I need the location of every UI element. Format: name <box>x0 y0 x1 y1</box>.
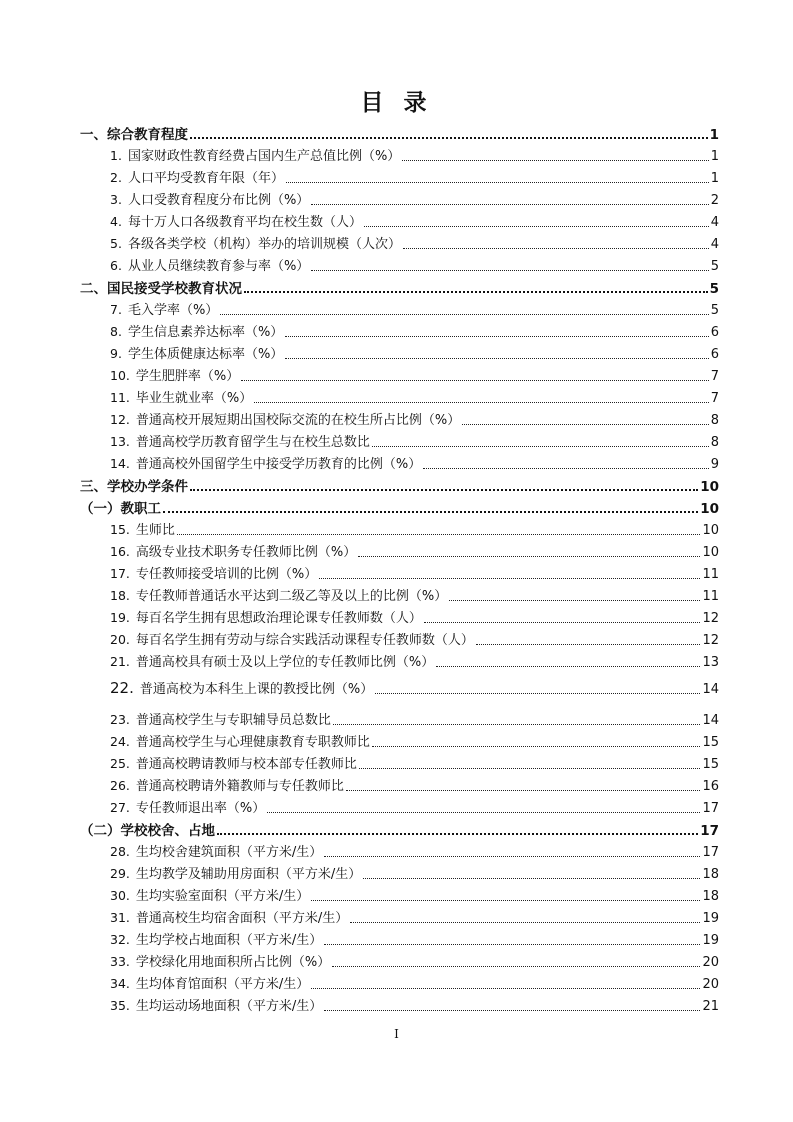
toc-entry <box>0 474 719 496</box>
toc-entry-page: 14 <box>702 682 719 697</box>
toc-entry-title <box>80 500 161 518</box>
toc-entry <box>0 818 719 840</box>
toc-entry-label: 高级专业技术职务专任教师比例（%） <box>135 545 357 560</box>
dot-leader <box>476 644 701 645</box>
toc-entry-title <box>110 257 309 276</box>
toc-entry-title <box>110 565 317 584</box>
toc-entry <box>0 906 719 928</box>
toc-entry <box>0 774 719 796</box>
toc-entry-page: 13 <box>702 655 719 670</box>
toc-entry <box>0 730 719 752</box>
toc-entry-label: （二）学校校舍、占地 <box>80 823 215 839</box>
toc-entry-title <box>110 587 447 606</box>
toc-entry-label: 毛入学率（%） <box>127 303 219 318</box>
toc-entry-number: 4. <box>110 214 122 229</box>
toc-entry <box>0 628 719 650</box>
toc-entry-label: 普通高校聘请外籍教师与专任教师比 <box>135 779 344 794</box>
toc-entry-title <box>110 433 370 452</box>
toc-entry-title <box>110 455 421 474</box>
toc-entry-page: 4 <box>710 237 719 252</box>
toc-entry-title <box>80 126 188 144</box>
toc-entry <box>0 364 719 386</box>
toc-entry-page: 4 <box>710 215 719 230</box>
toc-entry-label: 生均校舍建筑面积（平方米/生） <box>135 845 323 860</box>
toc-entry-page: 10 <box>702 545 719 560</box>
toc-entry-number: 18. <box>110 588 130 603</box>
toc-entry-label: 普通高校外国留学生中接受学历教育的比例（%） <box>135 457 422 472</box>
dot-leader <box>190 137 708 139</box>
dot-leader <box>163 511 698 513</box>
toc-entry-number: 6. <box>110 258 122 273</box>
dot-leader <box>217 833 698 835</box>
dot-leader <box>372 446 709 447</box>
toc-entry-title <box>110 777 344 796</box>
toc-entry-page: 17 <box>702 801 719 816</box>
page-title: 目 录 <box>360 90 433 116</box>
toc-entry <box>0 254 719 276</box>
dot-leader <box>372 746 701 747</box>
toc-entry-title <box>110 191 309 210</box>
dot-leader <box>346 790 701 791</box>
toc-entry <box>0 950 719 972</box>
toc-entry-page: 1 <box>710 171 719 186</box>
toc-entry <box>0 408 719 430</box>
toc-entry-title <box>110 909 348 928</box>
toc-entry-number: 25. <box>110 756 130 771</box>
toc-entry-title <box>110 323 283 342</box>
dot-leader <box>423 468 708 469</box>
toc-entry-label: 普通高校聘请教师与校本部专任教师比 <box>135 757 357 772</box>
toc-entry <box>0 884 719 906</box>
toc-entry-page: 5 <box>709 281 719 297</box>
toc-entry-page: 9 <box>710 457 719 472</box>
dot-leader <box>311 988 700 989</box>
toc-entry-page: 16 <box>702 779 719 794</box>
toc-entry <box>0 650 719 672</box>
toc-entry-title <box>110 301 218 320</box>
toc-entry-number: 27. <box>110 800 130 815</box>
toc-entry-page: 10 <box>700 479 719 495</box>
toc-entry-number: 14. <box>110 456 130 471</box>
toc-entry-number: 24. <box>110 734 130 749</box>
toc-entry-page: 5 <box>710 259 719 274</box>
toc-entry <box>0 276 719 298</box>
dot-leader <box>375 693 700 694</box>
toc-entry <box>0 496 719 518</box>
toc-entry-label: 学生体质健康达标率（%） <box>127 347 284 362</box>
toc-entry-number: 12. <box>110 412 130 427</box>
toc-entry-title <box>110 147 400 166</box>
toc-entry <box>0 144 719 166</box>
toc-entry-label: 国家财政性教育经费占国内生产总值比例（%） <box>127 149 401 164</box>
toc-entry-title <box>110 411 460 430</box>
dot-leader <box>350 922 700 923</box>
toc-entry <box>0 386 719 408</box>
toc-entry <box>0 677 719 699</box>
toc-entry-title <box>80 478 188 496</box>
toc-entry-number: 23. <box>110 712 130 727</box>
toc-entry-number: 11. <box>110 390 130 405</box>
toc-entry <box>0 584 719 606</box>
toc-entry <box>0 188 719 210</box>
toc-entry <box>0 430 719 452</box>
toc-entry-title <box>110 169 284 188</box>
toc-entry-label: 二、国民接受学校教育状况 <box>80 281 242 297</box>
toc-entry-number: 22. <box>110 679 134 697</box>
toc-entry-label: 生均运动场地面积（平方米/生） <box>135 999 323 1014</box>
toc-entry-page: 18 <box>702 867 719 882</box>
dot-leader <box>358 556 700 557</box>
toc-entry <box>0 752 719 774</box>
toc-entry-page: 2 <box>710 193 719 208</box>
toc-entry-title <box>110 953 330 972</box>
toc-entry <box>0 122 719 144</box>
toc-entry <box>0 518 719 540</box>
toc-entry <box>0 166 719 188</box>
toc-entry-label: 普通高校学生与心理健康教育专职教师比 <box>135 735 370 750</box>
toc-entry-number: 26. <box>110 778 130 793</box>
toc-entry-label: 三、学校办学条件 <box>80 479 188 495</box>
toc-entry-label: 专任教师普通话水平达到二级乙等及以上的比例（%） <box>135 589 448 604</box>
toc-entry-number: 8. <box>110 324 122 339</box>
toc-entry-number: 30. <box>110 888 130 903</box>
dot-leader <box>267 812 700 813</box>
dot-leader <box>324 856 700 857</box>
dot-leader <box>311 204 708 205</box>
dot-leader <box>190 489 698 491</box>
dot-leader <box>177 534 701 535</box>
toc-entry-page: 12 <box>702 633 719 648</box>
toc-entry <box>0 606 719 628</box>
toc-entry-label: （一）教职工 <box>80 501 161 517</box>
toc-entry <box>0 708 719 730</box>
toc-entry-number: 13. <box>110 434 130 449</box>
dot-leader <box>332 966 700 967</box>
toc-entry-page: 1 <box>710 149 719 164</box>
toc-entry-number: 20. <box>110 632 130 647</box>
toc-entry-page: 5 <box>710 303 719 318</box>
toc-entry-page: 21 <box>702 999 719 1014</box>
dot-leader <box>436 666 700 667</box>
toc-entry-number: 35. <box>110 998 130 1013</box>
toc-entry <box>0 562 719 584</box>
toc-entry-number: 5. <box>110 236 122 251</box>
toc-entry-title <box>110 345 283 364</box>
toc-entry-title <box>110 843 322 862</box>
dot-leader <box>311 270 708 271</box>
dot-leader <box>241 380 708 381</box>
dot-leader <box>359 768 701 769</box>
toc-entry-label: 毕业生就业率（%） <box>135 391 253 406</box>
toc-entry-page: 19 <box>702 911 719 926</box>
toc-entry-label: 普通高校开展短期出国校际交流的在校生所占比例（%） <box>135 413 461 428</box>
toc-entry-number: 1. <box>110 148 122 163</box>
dot-leader <box>333 724 701 725</box>
toc-entry-title <box>110 653 434 672</box>
toc-entry-title <box>110 997 322 1016</box>
toc-entry <box>0 540 719 562</box>
toc-entry-page: 10 <box>700 501 719 517</box>
toc-entry <box>0 972 719 994</box>
toc-entry-label: 从业人员继续教育参与率（%） <box>127 259 310 274</box>
toc-entry-label: 普通高校为本科生上课的教授比例（%） <box>139 682 374 697</box>
toc-entry-title <box>110 631 474 650</box>
toc-entry <box>0 320 719 342</box>
toc-entry-label: 普通高校具有硕士及以上学位的专任教师比例（%） <box>135 655 435 670</box>
toc-entry-label: 学生肥胖率（%） <box>135 369 240 384</box>
toc-entry-number: 19. <box>110 610 130 625</box>
toc-entry-label: 每十万人口各级教育平均在校生数（人） <box>127 215 362 230</box>
toc-entry-title <box>110 543 356 562</box>
toc-entry-title <box>110 887 309 906</box>
toc-entry-number: 21. <box>110 654 130 669</box>
toc-entry-title <box>80 822 215 840</box>
toc-entry-title <box>80 280 242 298</box>
toc-entry-title <box>110 931 322 950</box>
dot-leader <box>254 402 708 403</box>
toc-entry-title <box>110 389 252 408</box>
dot-leader <box>324 1010 700 1011</box>
dot-leader <box>285 358 708 359</box>
toc-entry-page: 17 <box>702 845 719 860</box>
toc-entry-title <box>110 755 357 774</box>
toc-entry-page: 20 <box>702 977 719 992</box>
toc-entry-number: 3. <box>110 192 122 207</box>
dot-leader <box>324 944 700 945</box>
toc-entry-label: 生均体育馆面积（平方米/生） <box>135 977 310 992</box>
toc-entry-page: 15 <box>702 757 719 772</box>
toc-entry-label: 普通高校生均宿舍面积（平方米/生） <box>135 911 349 926</box>
toc-entry-number: 31. <box>110 910 130 925</box>
dot-leader <box>311 900 700 901</box>
toc-entry-number: 2. <box>110 170 122 185</box>
toc-entry-label: 生师比 <box>135 523 175 538</box>
toc-entry-page: 6 <box>710 347 719 362</box>
toc-entry-page: 14 <box>702 713 719 728</box>
toc-entry <box>0 994 719 1016</box>
toc-entry-page: 1 <box>709 127 719 143</box>
toc-entry-title <box>110 679 373 699</box>
toc-entry-label: 人口受教育程度分布比例（%） <box>127 193 310 208</box>
toc-entry <box>0 210 719 232</box>
toc-entry-title <box>110 865 361 884</box>
toc-entry-title <box>110 521 175 540</box>
toc-entry <box>0 840 719 862</box>
toc-entry-label: 每百名学生拥有思想政治理论课专任教师数（人） <box>135 611 422 626</box>
toc-entry-number: 10. <box>110 368 130 383</box>
dot-leader <box>364 226 709 227</box>
toc-entry <box>0 796 719 818</box>
dot-leader <box>286 182 709 183</box>
toc-entry-label: 学生信息素养达标率（%） <box>127 325 284 340</box>
dot-leader <box>363 878 700 879</box>
toc-entry <box>0 232 719 254</box>
toc-entry-title <box>110 609 422 628</box>
toc-entry-label: 生均学校占地面积（平方米/生） <box>135 933 323 948</box>
toc-entry-title <box>110 711 331 730</box>
toc-entry-number: 29. <box>110 866 130 881</box>
dot-leader <box>462 424 708 425</box>
toc-entry <box>0 298 719 320</box>
toc-entry-page: 8 <box>710 413 719 428</box>
toc-entry <box>0 342 719 364</box>
toc-entry-number: 15. <box>110 522 130 537</box>
toc-entry-page: 19 <box>702 933 719 948</box>
toc-entry-number: 28. <box>110 844 130 859</box>
toc-entry-number: 32. <box>110 932 130 947</box>
dot-leader <box>285 336 708 337</box>
toc-entry-page: 6 <box>710 325 719 340</box>
toc-entry-label: 专任教师接受培训的比例（%） <box>135 567 318 582</box>
dot-leader <box>449 600 700 601</box>
dot-leader <box>244 291 708 293</box>
toc-entry-number: 34. <box>110 976 130 991</box>
toc-entry-label: 各级各类学校（机构）举办的培训规模（人次） <box>127 237 401 252</box>
toc-entry-page: 18 <box>702 889 719 904</box>
page-number-footer: I <box>394 1027 399 1041</box>
toc-entry-page: 10 <box>702 523 719 538</box>
toc-entry-label: 学校绿化用地面积所占比例（%） <box>135 955 331 970</box>
toc-entry-label: 人口平均受教育年限（年） <box>127 171 284 186</box>
toc-entry-title <box>110 975 309 994</box>
toc-entry-label: 普通高校学历教育留学生与在校生总数比 <box>135 435 370 450</box>
toc-entry-number: 7. <box>110 302 122 317</box>
toc-entry-title <box>110 213 362 232</box>
toc-entry-label: 一、综合教育程度 <box>80 127 188 143</box>
toc-entry-title <box>110 799 265 818</box>
toc-entry-page: 11 <box>702 567 719 582</box>
dot-leader <box>220 314 708 315</box>
toc-entry-title <box>110 235 401 254</box>
toc-entry-page: 7 <box>710 391 719 406</box>
toc-entry-title <box>110 733 370 752</box>
toc-entry-page: 20 <box>702 955 719 970</box>
toc-entry-number: 17. <box>110 566 130 581</box>
dot-leader <box>319 578 700 579</box>
toc-entry-number: 9. <box>110 346 122 361</box>
toc-entry-label: 每百名学生拥有劳动与综合实践活动课程专任教师数（人） <box>135 633 474 648</box>
toc-entry-number: 16. <box>110 544 130 559</box>
toc-entry-label: 生均教学及辅助用房面积（平方米/生） <box>135 867 362 882</box>
toc-entry-page: 7 <box>710 369 719 384</box>
toc-entry-label: 专任教师退出率（%） <box>135 801 266 816</box>
toc-entry-title <box>110 367 239 386</box>
dot-leader <box>403 248 709 249</box>
toc-entry <box>0 928 719 950</box>
toc-entry-number: 33. <box>110 954 130 969</box>
toc-entry <box>0 452 719 474</box>
toc-entry-page: 8 <box>710 435 719 450</box>
toc-entry-page: 12 <box>702 611 719 626</box>
toc-entry-page: 15 <box>702 735 719 750</box>
toc-entry <box>0 862 719 884</box>
toc-entry-page: 17 <box>700 823 719 839</box>
toc-entry-label: 生均实验室面积（平方米/生） <box>135 889 310 904</box>
toc-entry-page: 11 <box>702 589 719 604</box>
dot-leader <box>402 160 708 161</box>
dot-leader <box>424 622 701 623</box>
toc-entry-label: 普通高校学生与专职辅导员总数比 <box>135 713 331 728</box>
